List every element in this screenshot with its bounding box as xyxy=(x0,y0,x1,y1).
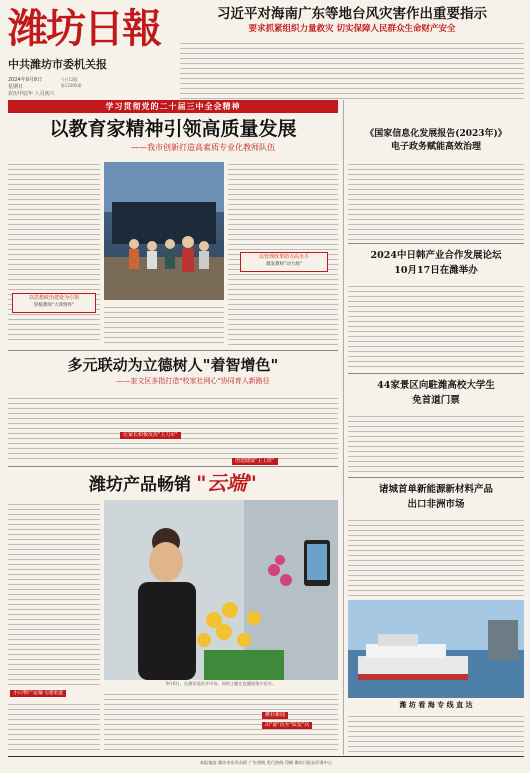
top-story-title[interactable]: 习近平对海南广东等地台风灾害作出重要指示 xyxy=(217,6,487,22)
newspaper-logo: 潍坊日報 xyxy=(8,5,160,52)
lead-box-1-title: 以思想政治建设为引领 xyxy=(28,295,79,301)
product-caption: 9月6日，在潍坊某花卉市场，网络主播在直播间推介花卉。 xyxy=(165,681,277,686)
issue-info: 今日12版 xyxy=(60,77,78,82)
product-box-2: 潍社新闻 xyxy=(262,712,288,719)
product-title-b: "云端" xyxy=(196,471,257,495)
product-box-1: 小白物产运输飞速渠道 xyxy=(10,690,66,697)
right-story-3-sub: 免首道门票 xyxy=(412,395,460,406)
right-story-4 xyxy=(348,482,524,512)
second-body xyxy=(8,394,338,460)
top-story-subtitle: 要求抓紧组织力量救灾 切实保障人民群众生命财产安全 xyxy=(248,24,456,34)
lead-box-2-sub: 激发教师"动力源" xyxy=(266,262,302,267)
divider xyxy=(348,243,524,244)
section-banner xyxy=(8,100,338,113)
right-story-1-body xyxy=(348,160,524,240)
issue-lunar: 农历甲辰年 八月初六 xyxy=(8,91,55,97)
issue-serial: 第13395期 xyxy=(60,83,82,88)
lead-story xyxy=(8,116,338,154)
product-box-3: 由"量"次至"质变"次 xyxy=(262,722,312,729)
lead-photo xyxy=(104,162,224,300)
divider xyxy=(348,373,524,374)
top-story xyxy=(180,5,524,99)
lead-body-mid xyxy=(104,303,224,345)
right-story-3 xyxy=(348,378,524,408)
right-story-1 xyxy=(348,128,524,154)
right-story-2-sub: 10月17日在潍举办 xyxy=(394,265,478,276)
product-body-bottom xyxy=(104,690,338,750)
top-story-body xyxy=(180,39,524,99)
second-subtitle: ——奎文区多指打造"校家社网心"协同育人新路径 xyxy=(116,377,270,385)
footer-rule xyxy=(8,756,524,757)
right-story-4-sub: 出口非洲市场 xyxy=(407,499,465,510)
column-divider xyxy=(343,100,344,755)
second-title[interactable]: 多元联动为立德树人"着智增色" xyxy=(67,356,279,374)
right-story-4-title[interactable]: 诸城首单新能源新材料产品 xyxy=(378,484,493,495)
right-story-1-title[interactable]: 《国家信息化发展报告(2023年)》 xyxy=(365,129,507,139)
lead-title[interactable]: 以教育家精神引领高质量发展 xyxy=(49,118,297,140)
second-box-1: 让家长积极发挥"主力军" xyxy=(120,432,181,439)
masthead xyxy=(8,6,178,96)
right-story-2 xyxy=(348,248,524,278)
product-body-left-2 xyxy=(8,700,100,750)
issue-weekday: 星期日 xyxy=(8,84,24,90)
lead-box-1 xyxy=(12,293,96,313)
right-story-1-sub: 电子政务赋能高效治理 xyxy=(390,142,481,152)
lead-box-1-sub: 厚植教师"大我情怀" xyxy=(33,303,75,308)
lead-box-2-title: 以管理改革助力高水平 xyxy=(258,254,309,260)
right-story-3-title[interactable]: 44家景区向駐潍高校大学生 xyxy=(377,380,495,391)
right-photo xyxy=(348,600,524,698)
right-bottom-body xyxy=(348,712,524,752)
divider xyxy=(8,466,338,467)
product-photo xyxy=(104,500,338,680)
right-story-2-body xyxy=(348,282,524,370)
second-story xyxy=(8,354,338,387)
product-title[interactable] xyxy=(8,470,338,498)
footer-text: 本报地址 潍坊市东风东街 广告热线 发行热线 印刷 潍坊日报社印务中心 xyxy=(199,760,333,765)
right-story-2-title[interactable]: 2024中日韩产业合作发展论坛 xyxy=(370,250,502,261)
second-box-2: 创建健康"主上阵" xyxy=(232,458,278,465)
lead-body-left xyxy=(8,160,100,340)
masthead-org: 中共潍坊市委机关报 xyxy=(8,58,107,71)
right-story-3-body xyxy=(348,412,524,474)
right-story-4-body xyxy=(348,516,524,596)
divider xyxy=(348,477,524,478)
product-title-a: 潍坊产品畅销 xyxy=(89,475,192,495)
lead-box-2 xyxy=(240,252,328,272)
product-body-left xyxy=(8,500,100,686)
issue-date: 2024年9月8日 xyxy=(8,77,43,83)
banner-text: 学习贯彻党的二十届三中全会精神 xyxy=(105,102,241,111)
lead-subtitle: ——我市创新打造高素质专业化教师队伍 xyxy=(131,143,275,152)
right-photo-caption: 潍 坊 看 海 专 线 直 达 xyxy=(399,700,473,709)
divider xyxy=(8,350,338,351)
